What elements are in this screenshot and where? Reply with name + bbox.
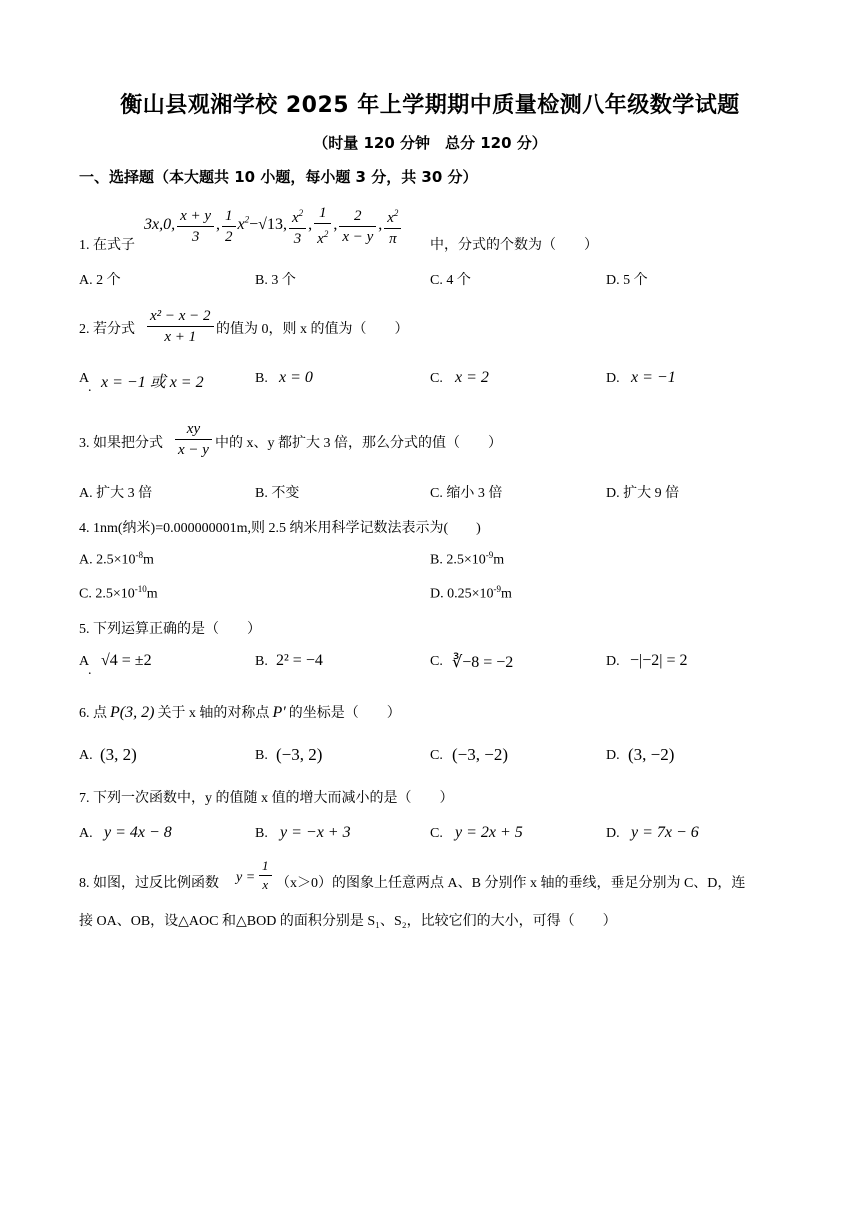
question-5-option-b[interactable]: 2² = −4 — [276, 652, 323, 669]
question-8-suffix: （x＞0）的图象上任意两点 A、B 分别作 x 轴的垂线，垂足分别为 C、D，连 — [276, 876, 746, 891]
question-3-option-c[interactable]: C. 缩小 3 倍 — [430, 486, 503, 501]
question-2-suffix: 的值为 0，则 x 的值为（ ） — [216, 322, 409, 337]
question-7-option-b-label[interactable]: B. — [255, 826, 268, 841]
question-1-option-c[interactable]: C. 4 个 — [430, 273, 471, 288]
question-2-numerator: x² − x − 2 — [147, 306, 214, 327]
question-3-suffix: 中的 x、y 都扩大 3 倍，那么分式的值（ ） — [215, 436, 502, 451]
list-dot: . — [88, 663, 92, 678]
question-6-option-d-label[interactable]: D. — [606, 748, 620, 763]
question-6-option-c-label[interactable]: C. — [430, 748, 443, 763]
question-8-prefix: 8. 如图，过反比例函数 — [79, 876, 219, 891]
question-4-stem: 4. 1nm(纳米)=0.000000001m,则 2.5 纳米用科学记数法表示为( ) — [79, 521, 481, 536]
question-2-prefix: 2. 若分式 — [79, 322, 135, 337]
question-8-fraction: $\frac{1}{x}$ — [257, 857, 274, 894]
question-6-option-b-label[interactable]: B. — [255, 748, 268, 763]
question-5-option-d-label[interactable]: D. — [606, 654, 620, 669]
section-heading-multiple-choice: 一、选择题（本大题共 10 小题，每小题 3 分，共 30 分） — [79, 168, 478, 186]
question-8-line2: 接 OA、OB，设△AOC 和△BOD 的面积分别是 S₁、S₂，比较它们的大小，可得（ ） — [79, 914, 617, 929]
question-2-fraction — [145, 306, 216, 347]
question-5-option-c-label[interactable]: C. — [430, 654, 443, 669]
question-3-denominator: x − y — [178, 442, 209, 458]
question-7-option-a-label[interactable]: A. — [79, 826, 93, 841]
question-7-option-d-label[interactable]: D. — [606, 826, 620, 841]
question-7-option-d[interactable]: y = 7x − 6 — [631, 824, 699, 841]
question-3-fraction — [173, 419, 214, 460]
expr-neg-root13: −√13, — [249, 216, 287, 234]
question-5-option-c[interactable]: ∛−8 = −2 — [452, 654, 514, 671]
question-6-option-b[interactable]: (−3, 2) — [276, 745, 323, 764]
question-2-option-c[interactable]: x = 2 — [455, 369, 489, 386]
question-3-option-a[interactable]: A. 扩大 3 倍 — [79, 486, 153, 501]
question-7-stem: 7. 下列一次函数中，y 的值随 x 值的增大而减小的是（ ） — [79, 791, 454, 806]
question-2-option-d[interactable]: x = −1 — [631, 369, 676, 386]
question-3-option-d[interactable]: D. 扩大 9 倍 — [606, 486, 680, 501]
question-2-option-c-label[interactable]: C. — [430, 371, 443, 386]
question-1-option-d[interactable]: D. 5 个 — [606, 273, 648, 288]
question-2-option-b-label[interactable]: B. — [255, 371, 268, 386]
question-6-option-c[interactable]: (−3, −2) — [452, 745, 508, 764]
question-4-option-d[interactable]: D. $0.25\times 10^{-9}m$ — [430, 584, 512, 602]
question-7-option-a[interactable]: y = 4x − 8 — [104, 824, 172, 841]
question-2-option-b[interactable]: x = 0 — [279, 369, 313, 386]
question-4-option-a[interactable]: A. $2.5\times 10^{-8}m$ — [79, 550, 154, 568]
question-6-stem: 6. 点 P(3, 2) 关于 x 轴的对称点 P′ 的坐标是（ ） — [79, 704, 401, 721]
point-p-prime: P′ — [272, 704, 286, 721]
exam-duration-score: （时量 120 分钟 总分 120 分） — [313, 134, 547, 152]
question-4-option-c[interactable]: C. $2.5\times 10^{-10}m$ — [79, 584, 158, 602]
question-2-option-d-label[interactable]: D. — [606, 371, 620, 386]
question-1-suffix: 中，分式的个数为（ ） — [430, 238, 598, 253]
question-4-option-b[interactable]: B. $2.5\times 10^{-9}m$ — [430, 550, 505, 568]
question-2-option-a[interactable]: x = −1 或 x = 2 — [101, 374, 204, 391]
question-2-option-a-label[interactable]: A — [79, 371, 90, 386]
page-title: 衡山县观湘学校 2025 年上学期期中质量检测八年级数学试题 — [120, 93, 740, 118]
question-8-function: y = — [236, 870, 256, 885]
question-7-option-c-label[interactable]: C. — [430, 826, 443, 841]
list-dot: . — [88, 380, 92, 395]
question-7-option-b[interactable]: y = −x + 3 — [280, 824, 351, 841]
question-3-prefix: 3. 如果把分式 — [79, 436, 163, 451]
expr-3x-0: 3x,0, — [144, 216, 176, 234]
question-5-option-a-label[interactable]: A — [79, 654, 90, 669]
question-5-option-d[interactable]: −|−2| = 2 — [630, 652, 688, 669]
point-p: P(3, 2) — [110, 704, 155, 721]
question-6-option-d[interactable]: (3, −2) — [628, 745, 675, 764]
question-5-option-b-label[interactable]: B. — [255, 654, 268, 669]
question-1-expressions: 3x,0, $\frac{x + y}{3}$ , $\frac{1}{2}$ $x^2-√13$, $\frac{x^2}{3}$ , $\frac{1}{x^2}$ , $\frac{2}{x - y}$ , $\frac{x^2}{\pi}$ — [144, 203, 403, 249]
question-1-option-a[interactable]: A. 2 个 — [79, 273, 121, 288]
question-3-numerator: xy — [175, 419, 212, 440]
question-2-denominator: x + 1 — [164, 329, 197, 345]
question-1-prefix: 1. 在式子 — [79, 238, 135, 253]
question-5-stem: 5. 下列运算正确的是（ ） — [79, 622, 261, 637]
question-5-option-a[interactable]: √4 = ±2 — [101, 652, 152, 669]
question-3-option-b[interactable]: B. 不变 — [255, 486, 300, 501]
question-1-option-b[interactable]: B. 3 个 — [255, 273, 296, 288]
question-6-option-a[interactable]: (3, 2) — [100, 745, 137, 764]
question-6-option-a-label[interactable]: A. — [79, 748, 93, 763]
question-7-option-c[interactable]: y = 2x + 5 — [455, 824, 523, 841]
